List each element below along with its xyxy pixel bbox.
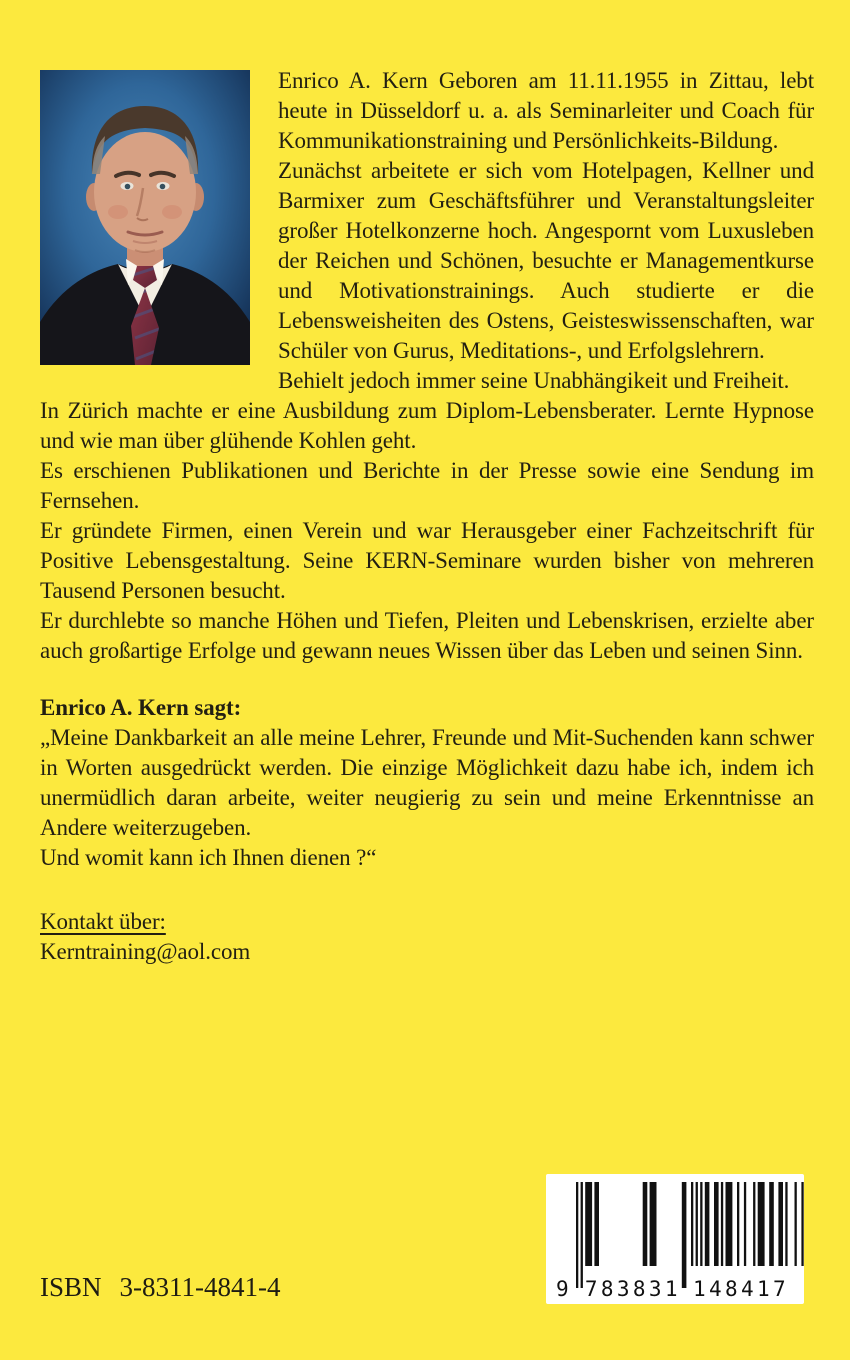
- isbn-number: 3-8311-4841-4: [119, 1272, 281, 1302]
- cover-text-block: [40, 66, 814, 967]
- isbn-row: [40, 1272, 281, 1303]
- kontakt-label: Kontakt über:: [40, 909, 166, 934]
- sagt-closing: Und womit kann ich Ihnen dienen ?“: [40, 845, 377, 870]
- isbn-label: ISBN: [40, 1272, 102, 1302]
- bio-paragraph-2: Zunächst arbeitete er sich vom Hotelpagen, Kellner und Barmixer zum Geschäftsführer und Veranstaltungsleiter großer Hotelkonzerne hoch. Angespornt vom Luxusleben der Reichen und Schönen, besuchte er Managementkurse und Motivationstrainings. Auch studierte er die Lebensweisheiten des Ostens, Geisteswissenschaften, war Schüler von Gurus, Meditations-, und Erfolgslehrern.: [278, 158, 814, 363]
- author-portrait-graphic: [40, 70, 250, 365]
- bio-paragraph-5: Es erschienen Publikationen und Berichte in der Presse sowie eine Sendung im Fernsehen.: [40, 458, 814, 513]
- kontakt-block: [40, 907, 814, 967]
- sagt-heading: Enrico A. Kern sagt:: [40, 695, 242, 720]
- ean-barcode-graphic: [546, 1174, 804, 1304]
- svg-text:9: 9: [556, 1277, 569, 1301]
- svg-text:148417: 148417: [693, 1277, 786, 1301]
- bio-paragraph-3: Behielt jedoch immer seine Unabhängikeit und Freiheit.: [278, 368, 790, 393]
- bio-paragraph-6: Er gründete Firmen, einen Verein und war Herausgeber einer Fachzeitschrift für Positive Lebensgestaltung. Seine KERN-Seminare wurden bisher von mehreren Tausend Personen besucht.: [40, 518, 814, 603]
- author-photo: [40, 70, 250, 365]
- kontakt-email: Kerntraining@aol.com: [40, 939, 251, 964]
- ean-barcode: [546, 1174, 804, 1304]
- bio-paragraph-7: Er durchlebte so manche Höhen und Tiefen, Pleiten und Lebenskrisen, erzielte aber auch großartige Erfolge und gewann neues Wissen über das Leben und seinen Sinn.: [40, 608, 814, 663]
- sagt-quote: „Meine Dankbarkeit an alle meine Lehrer, Freunde und Mit-Suchenden kann schwer in Worten ausgedrückt werden. Die einzige Möglichkeit dazu habe ich, indem ich unermüdlich daran arbeite, weiter neugierig zu sein und meine Erkenntnisse an Andere weiterzugeben.: [40, 725, 814, 840]
- svg-text:783831: 783831: [584, 1277, 678, 1301]
- bio-paragraph-1: Enrico A. Kern Geboren am 11.11.1955 in Zittau, lebt heute in Düsseldorf u. a. als Seminarleiter und Coach für Kommunikationstraining und Persönlichkeits-Bildung.: [278, 68, 814, 153]
- bio-paragraph-4: In Zürich machte er eine Ausbildung zum Diplom-Lebensberater. Lernte Hypnose und wie man über glühende Kohlen geht.: [40, 398, 814, 453]
